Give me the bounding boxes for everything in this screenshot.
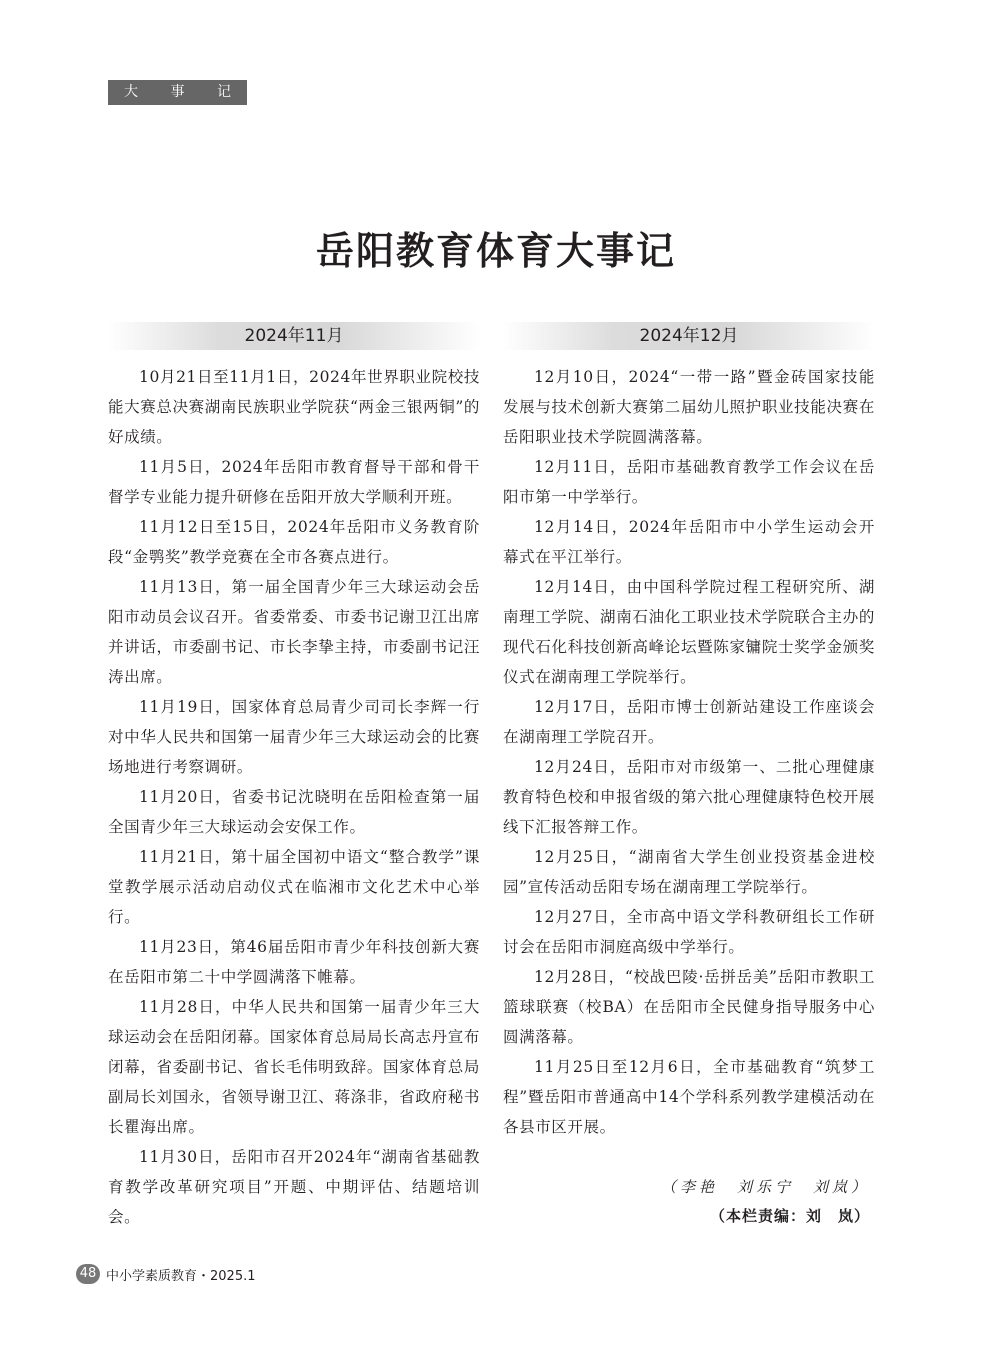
page-title: 岳阳教育体育大事记 bbox=[315, 229, 676, 273]
event-entry: 11月12日至15日，2024年岳阳市义务教育阶段“金鹗奖”教学竞赛在全市各赛点进行。 bbox=[108, 518, 480, 566]
event-entry: 12月10日，2024“一带一路”暨金砖国家技能发展与技术创新大赛第二届幼儿照护职业技能决赛在岳阳职业技术学院圆满落幕。 bbox=[503, 368, 875, 446]
event-entry: 12月24日，岳阳市对市级第一、二批心理健康教育特色校和申报省级的第六批心理健康特色校开展线下汇报答辩工作。 bbox=[503, 758, 875, 836]
event-entry: 10月21日至11月1日，2024年世界职业院校技能大赛总决赛湖南民族职业学院获“两金三银两铜”的好成绩。 bbox=[108, 368, 480, 446]
event-entry: 12月14日，由中国科学院过程工程研究所、湖南理工学院、湖南石油化工职业技术学院联合主办的现代石化科技创新高峰论坛暨陈家镛院士奖学金颁奖仪式在湖南理工学院举行。 bbox=[503, 578, 875, 686]
section-tag: 大 事 记 bbox=[108, 80, 247, 105]
column-november bbox=[108, 322, 480, 1232]
event-entry: 11月28日，中华人民共和国第一届青少年三大球运动会在岳阳闭幕。国家体育总局局长高志丹宣布闭幕，省委副书记、省长毛伟明致辞。国家体育总局副局长刘国永，省领导谢卫江、蒋涤非，省政府秘书长瞿海出席。 bbox=[108, 998, 480, 1136]
month-heading: 2024年11月 bbox=[108, 322, 480, 350]
event-entry: 11月20日，省委书记沈晓明在岳阳检查第一届全国青少年三大球运动会安保工作。 bbox=[108, 788, 480, 836]
column-december bbox=[503, 322, 875, 1142]
event-entry: 11月21日，第十届全国初中语文“整合教学”课堂教学展示活动启动仪式在临湘市文化艺术中心举行。 bbox=[108, 848, 480, 926]
event-entry: 11月30日，岳阳市召开2024年“湖南省基础教育教学改革研究项目”开题、中期评估、结题培训会。 bbox=[108, 1148, 480, 1226]
authors: （李艳 刘乐宁 刘岚） bbox=[660, 1178, 870, 1196]
event-entry: 11月23日，第46届岳阳市青少年科技创新大赛在岳阳市第二十中学圆满落下帷幕。 bbox=[108, 938, 480, 986]
event-entry: 12月28日，“校战巴陵·岳拼岳美”岳阳市教职工篮球联赛（校BA）在岳阳市全民健身指导服务中心圆满落幕。 bbox=[503, 968, 875, 1046]
event-entry: 12月27日，全市高中语文学科教研组长工作研讨会在岳阳市洞庭高级中学举行。 bbox=[503, 908, 875, 956]
event-entry: 12月25日，“湖南省大学生创业投资基金进校园”宣传活动岳阳专场在湖南理工学院举行。 bbox=[503, 848, 875, 896]
column-editor: （本栏责编：刘 岚） bbox=[709, 1207, 870, 1225]
event-entry: 11月25日至12月6日，全市基础教育“筑梦工程”暨岳阳市普通高中14个学科系列教学建模活动在各县市区开展。 bbox=[503, 1058, 875, 1136]
credits bbox=[661, 1173, 870, 1231]
journal-name: 中小学素质教育・2025.1 bbox=[106, 1268, 256, 1284]
event-entry: 11月19日，国家体育总局青少司司长李辉一行对中华人民共和国第一届青少年三大球运动会的比赛场地进行考察调研。 bbox=[108, 698, 480, 776]
page-number: 48 bbox=[76, 1264, 100, 1284]
page-footer bbox=[76, 1264, 256, 1284]
event-entry: 11月13日，第一届全国青少年三大球运动会岳阳市动员会议召开。省委常委、市委书记谢卫江出席并讲话，市委副书记、市长李挚主持，市委副书记汪涛出席。 bbox=[108, 578, 480, 686]
event-entry: 12月17日，岳阳市博士创新站建设工作座谈会在湖南理工学院召开。 bbox=[503, 698, 875, 746]
event-entry: 12月14日，2024年岳阳市中小学生运动会开幕式在平江举行。 bbox=[503, 518, 875, 566]
month-heading: 2024年12月 bbox=[503, 322, 875, 350]
event-entry: 11月5日，2024年岳阳市教育督导干部和骨干督学专业能力提升研修在岳阳开放大学顺利开班。 bbox=[108, 458, 480, 506]
event-entry: 12月11日，岳阳市基础教育教学工作会议在岳阳市第一中学举行。 bbox=[503, 458, 875, 506]
